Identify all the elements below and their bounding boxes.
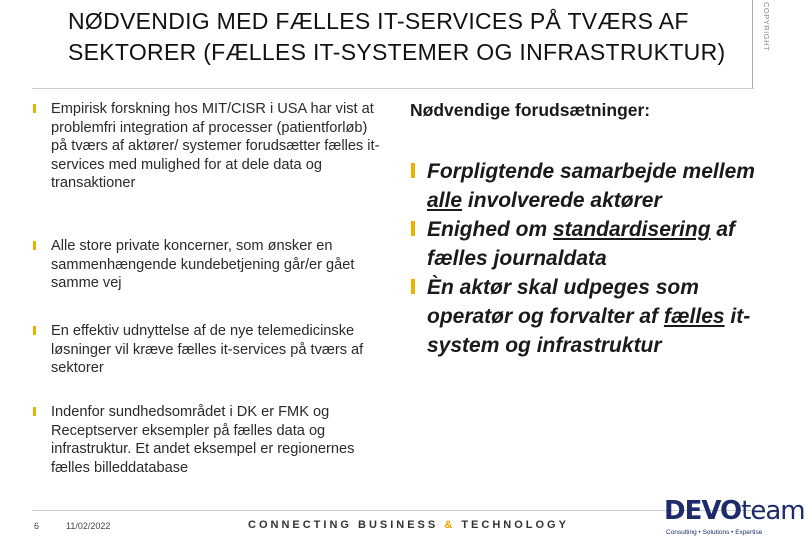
- bullet-marker: [33, 326, 36, 335]
- title-line-1: NØDVENDIG MED FÆLLES IT-SERVICES PÅ TVÆRS AF: [68, 8, 689, 34]
- bullet-marker: [33, 104, 36, 113]
- copyright-label: COPYRIGHT: [762, 2, 771, 52]
- left-bullet-text: Alle store private koncerner, som ønsker en sammenhængende kundebetjening går/er gået samme vej: [51, 238, 355, 292]
- left-bullet-text: Indenfor sundhedsområdet i DK er FMK og Receptserver eksempler på fælles data og infrastruktur. Et andet eksempel er regionernes fælles billeddatabase: [51, 404, 355, 476]
- devoteam-logo: DEVOteam Consulting • Solutions • Expertise: [664, 496, 805, 536]
- underlined-word: alle: [427, 189, 463, 212]
- ampersand: &: [444, 519, 456, 531]
- bullet-marker: [411, 221, 415, 236]
- prerequisites-heading: Nødvendige forudsætninger:: [410, 100, 651, 120]
- left-bullet: [33, 100, 381, 193]
- prerequisite-item: Forpligtende samarbejde mellem alle involverede aktører: [410, 157, 770, 215]
- prerequisite-item: Enighed om standardisering af fælles journaldata: [410, 215, 770, 273]
- footer-tagline: CONNECTING BUSINESS & TECHNOLOGY: [248, 519, 569, 531]
- title-divider-vertical: [752, 0, 753, 88]
- bullet-marker: [33, 407, 36, 416]
- underlined-word: standardisering: [553, 218, 711, 241]
- bullet-marker: [411, 279, 415, 294]
- bullet-marker: [33, 241, 36, 250]
- title-divider: [32, 88, 754, 89]
- underlined-word: fælles: [663, 305, 725, 328]
- slide-date: 11/02/2022: [66, 521, 111, 531]
- left-bullet: [33, 403, 381, 477]
- left-bullet: [33, 237, 381, 293]
- slide-title: [68, 6, 758, 68]
- page-number: 6: [34, 521, 40, 531]
- left-bullet-text: Empirisk forskning hos MIT/CISR i USA har vist at problemfri integration af processer (patientforløb) på tværs af aktører/ systemer forudsætter fælles it-services med mulighed for at dele data og transaktioner: [51, 101, 380, 192]
- left-bullet-text: En effektiv udnyttelse af de nye telemedicinske løsninger vil kræve fælles it-services på tværs af sektorer: [51, 323, 364, 377]
- footer-divider: [32, 510, 754, 511]
- prerequisites-panel: [410, 100, 770, 360]
- title-line-2: SEKTORER (FÆLLES IT-SYSTEMER OG INFRASTRUKTUR): [68, 39, 726, 65]
- logo-subtitle: Consulting • Solutions • Expertise: [666, 529, 763, 536]
- prerequisite-item: Èn aktør skal udpeges som operatør og forvalter af fælles it-system og infrastruktur: [410, 273, 770, 360]
- bullet-marker: [411, 163, 415, 178]
- left-bullet: [33, 322, 381, 378]
